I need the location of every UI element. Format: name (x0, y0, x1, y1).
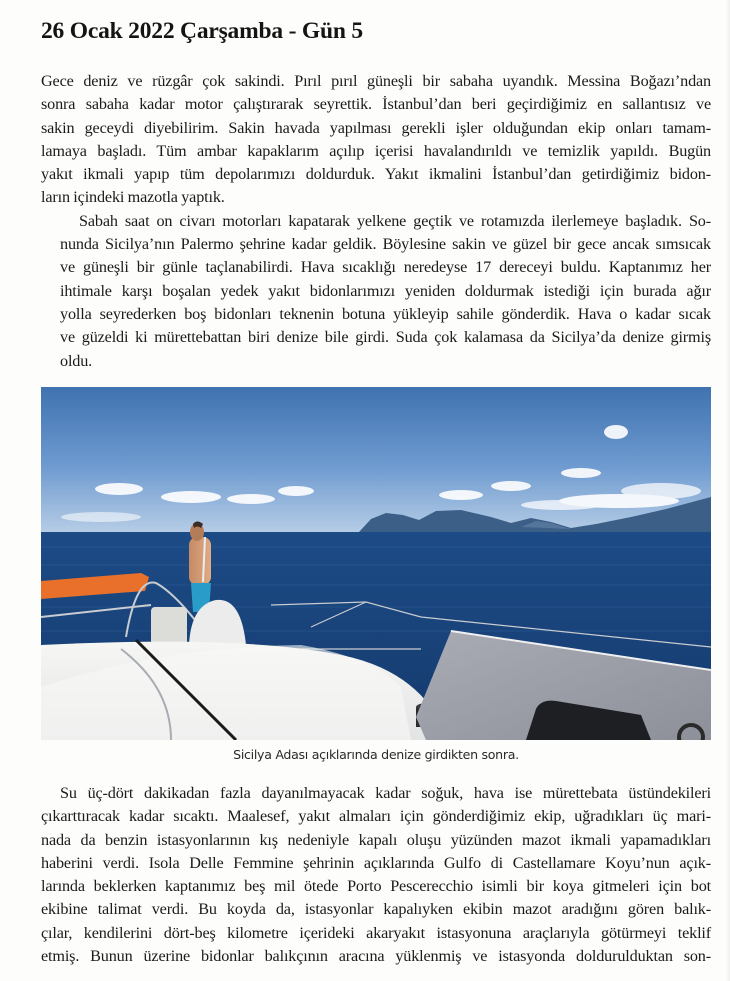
text-line: ihtimale karşı boşalan yedek yakıt bidonlarımızı yeniden doldurmak istediği için burada ağır (60, 281, 711, 300)
text-line: yakıt ikmali yapıp tüm depolarımızı doldurduk. Yakıt ikmalini İstanbul’dan getirdiğimiz bidon- (41, 165, 711, 184)
text-line: çıkarttıracak kadar sıcaktı. Maalesef, yakıt almaları için gönderdiğimiz ekip, uğradıkları üç mari- (41, 807, 711, 826)
cover-bag (151, 607, 187, 645)
text-line: haberini verdi. Isola Delle Femmine şehrinin açıklarında Gulfo di Castellamare Koyu’nun açık- (41, 853, 711, 872)
paragraph-1 (41, 70, 711, 210)
text-line: nunda Sicilya’nın Palermo şehrine kadar geldik. Böylesine sakin ve güzel bir gece ancak sımsıcak (60, 235, 711, 254)
text-line: Gece deniz ve rüzgâr çok sakindi. Pırıl pırıl güneşli bir sabaha uyandık. Messina Boğazı’ndan (41, 72, 711, 90)
text-line: ekibine talimat verdi. Bu koyda da, istasyonlar kapalıyken ekibin mazot aradığını gören balık- (41, 900, 711, 919)
text-line: Su üç-dört dakikadan fazla dayanılmayacak kadar soğuk, hava ise mürettebata üstündekileri (60, 784, 711, 802)
page-edge-shadow (726, 0, 730, 981)
text-line: larında beklerken kaptanımız beş mil ötede Porto Pescerecchio isimli bir koya gitmeleri için bot (41, 877, 711, 896)
text-line: Sabah saat on civarı motorları kapatarak yelkene geçtik ve rotamızda ilerlemeye başladık. So- (79, 211, 711, 230)
sky (41, 387, 711, 533)
text-line: sakin geceydi diyebilirim. Sakin havada yapılması gerekli işler olduğundan ekip onları tamam- (41, 118, 711, 137)
text-line: ve güzeldi ki mürettebattan biri denize bile girdi. Suda çok kalamasa da Sicilya’da denize girmiş (60, 328, 711, 347)
text-block-top (41, 70, 711, 373)
chapter-heading: 26 Ocak 2022 Çarşamba - Gün 5 (41, 18, 363, 44)
photo-caption: Sicilya Adası açıklarında denize girdikten sonra. (233, 747, 519, 762)
text-line: lamaya başladı. Tüm ambar kapaklarım açılıp içerisi havalandırıldı ve temizlik yapıldı. Bugün (41, 141, 711, 160)
text-line: nada da benzin istasyonlarının kış nedeniyle kapalı oluşu yüzünden mazot ikmali yapamadıkları (41, 830, 711, 849)
sailboat-photo (41, 387, 711, 740)
paragraph-3 (41, 782, 711, 968)
paragraph-2 (41, 210, 711, 373)
text-line: ve güneşli bir günle taçlanabilirdi. Hava sıcaklığı neredeyse 17 dereceyi buldu. Kaptanımız her (60, 258, 711, 277)
text-block-bottom (41, 782, 711, 968)
text-line: yolla seyrederken boş bidonları teknenin botuna yükleyip sahile gönderdik. Hava o kadar sıcak (60, 304, 711, 323)
text-line: çılar, kendilerini dört-beş kilometre içerideki akaryakıt istasyonuna araçlarıyla götürmeyi teklif (41, 923, 711, 942)
text-line: etmiş. Bunun üzerine bidonlar balıkçının aracına yüklenmiş ve istasyonda doldurulduktan son- (41, 947, 711, 966)
text-line: sonra sabaha kadar motor çalıştırarak seyrettik. İstanbul’dan beri geçirdiğimiz en sallantısız ve (41, 95, 711, 114)
text-line: ların içindeki mazotla yaptık. (41, 188, 225, 207)
text-line: oldu. (60, 351, 93, 370)
